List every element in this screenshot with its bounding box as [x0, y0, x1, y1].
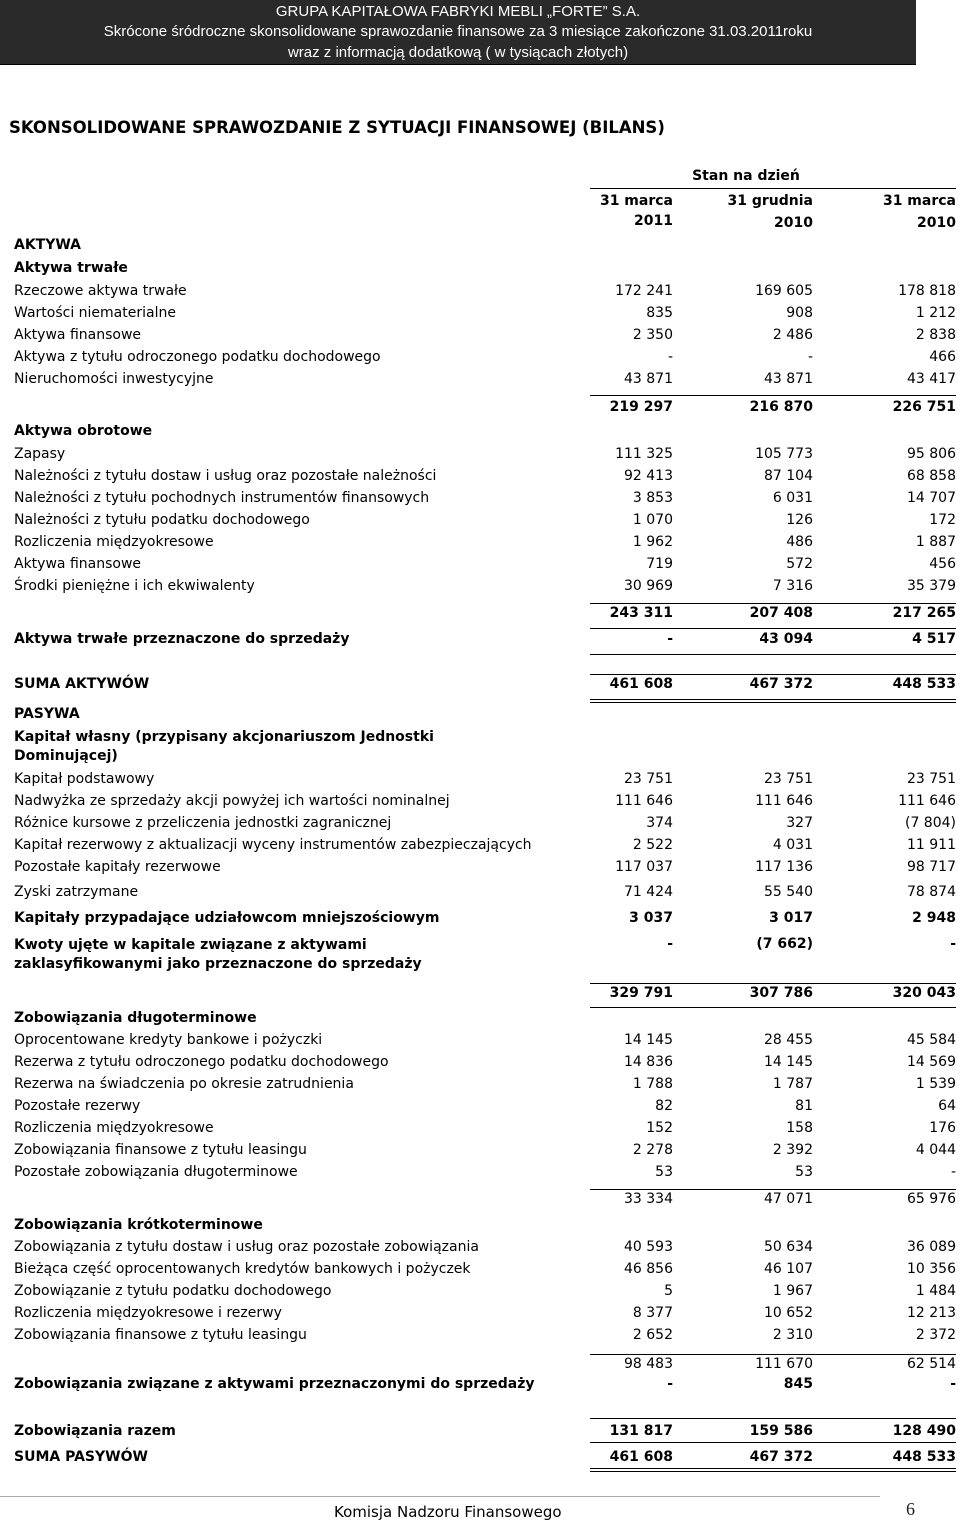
row-label: Wartości niematerialne [14, 305, 176, 321]
value-v1: - [667, 936, 673, 952]
value-v2: 53 [795, 1164, 813, 1180]
value-v1: 30 969 [624, 578, 673, 594]
header-units-note: wraz z informacją dodatkową ( w tysiącach złotych) [287, 44, 629, 61]
value-v1: 43 871 [624, 371, 673, 387]
value-v3: 43 417 [907, 371, 956, 387]
row-label: Zobowiązania długoterminowe [14, 1010, 257, 1026]
row-label: Zobowiązania krótkoterminowe [14, 1217, 263, 1233]
value-v1: 1 788 [632, 1076, 673, 1092]
column-group-rule [590, 188, 956, 189]
value-v1: 835 [646, 305, 673, 321]
row-label: Środki pieniężne i ich ekwiwalenty [14, 578, 255, 594]
value-v1: 33 334 [624, 1191, 673, 1207]
value-v2: - [807, 349, 813, 365]
row-label: Aktywa trwałe [14, 260, 128, 276]
value-v3: 456 [929, 556, 956, 572]
row-label: Kapitały przypadające udziałowcom mniejszościowym [14, 910, 440, 926]
value-v3: 45 584 [907, 1032, 956, 1048]
value-v3: 178 818 [898, 283, 956, 299]
value-v2: 169 605 [755, 283, 813, 299]
value-v1: 2 350 [632, 327, 673, 343]
total-double-rule [590, 1468, 956, 1472]
value-v3: 12 213 [907, 1305, 956, 1321]
value-v2: (7 662) [756, 936, 813, 952]
value-v1: 5 [664, 1283, 673, 1299]
row-label: Bieżąca część oprocentowanych kredytów bankowych i pożyczek [14, 1261, 471, 1277]
value-v3: 2 948 [912, 910, 956, 926]
value-v3: 14 707 [907, 490, 956, 506]
value-v2: 87 104 [764, 468, 813, 484]
value-v1: 40 593 [624, 1239, 673, 1255]
value-v3: 1 887 [915, 534, 956, 550]
subtotal-rule [590, 1007, 956, 1008]
value-v1: - [667, 1376, 673, 1392]
value-v3: - [950, 1376, 956, 1392]
value-v2: 23 751 [764, 771, 813, 787]
row-label: Pozostałe kapitały rezerwowe [14, 859, 221, 875]
value-v3: 172 [929, 512, 956, 528]
row-label: AKTYWA [14, 237, 82, 253]
subtotal-rule [590, 603, 956, 604]
value-v3: (7 804) [904, 815, 956, 831]
row-label: Pozostałe zobowiązania długoterminowe [14, 1164, 298, 1180]
value-v2: 105 773 [755, 446, 813, 462]
value-v1: 1 070 [632, 512, 673, 528]
document-header [0, 0, 916, 65]
value-v2: 845 [783, 1376, 813, 1392]
row-label: Zobowiązania finansowe z tytułu leasingu [14, 1142, 307, 1158]
row-label: Aktywa obrotowe [14, 423, 153, 439]
value-v2: 467 372 [749, 1449, 813, 1465]
value-v1: 14 145 [624, 1032, 673, 1048]
value-v2: 81 [795, 1098, 813, 1114]
subtotal-rule [590, 1418, 956, 1419]
value-v3: 2 838 [915, 327, 956, 343]
row-label: Różnice kursowe z przeliczenia jednostki zagranicznej [14, 815, 392, 831]
value-v1: 461 608 [609, 676, 673, 692]
value-v2: 327 [786, 815, 813, 831]
value-v3: 217 265 [892, 605, 956, 621]
value-v1: 8 377 [632, 1305, 673, 1321]
value-v3: 466 [929, 349, 956, 365]
value-v3: 128 490 [892, 1423, 956, 1439]
value-v1: 3 853 [632, 490, 673, 506]
value-v2: 50 634 [764, 1239, 813, 1255]
value-v1: 719 [646, 556, 673, 572]
row-label: Zobowiązania z tytułu dostaw i usług oraz pozostałe zobowiązania [14, 1239, 479, 1255]
value-v1: 131 817 [609, 1423, 673, 1439]
value-v3: 68 858 [907, 468, 956, 484]
value-v2: 7 316 [772, 578, 813, 594]
value-v1: 374 [646, 815, 673, 831]
value-v2: 2 392 [772, 1142, 813, 1158]
value-v2: 908 [786, 305, 813, 321]
value-v3: 78 874 [907, 884, 956, 900]
value-v3: 2 372 [915, 1327, 956, 1343]
value-v1: 243 311 [609, 605, 673, 621]
value-v2: 126 [786, 512, 813, 528]
value-v2: 111 646 [755, 793, 813, 809]
row-label: PASYWA [14, 706, 80, 722]
value-v2: 572 [786, 556, 813, 572]
value-v2: 3 017 [769, 910, 813, 926]
value-v1: 46 856 [624, 1261, 673, 1277]
value-v2: 10 652 [764, 1305, 813, 1321]
value-v2: 111 670 [755, 1356, 813, 1372]
subtotal-rule [590, 1442, 956, 1443]
value-v1: 461 608 [609, 1449, 673, 1465]
row-label: Aktywa finansowe [14, 327, 142, 343]
row-label: Nieruchomości inwestycyjne [14, 371, 214, 387]
subtotal-rule [590, 654, 956, 655]
value-v2: 43 871 [764, 371, 813, 387]
value-v3: 4 517 [912, 631, 956, 647]
value-v1: 92 413 [624, 468, 673, 484]
value-v1: 117 037 [615, 859, 673, 875]
page-number: 6 [906, 1499, 915, 1519]
value-v3: 23 751 [907, 771, 956, 787]
value-v1: 2 278 [632, 1142, 673, 1158]
value-v2: 4 031 [772, 837, 813, 853]
value-v3: 62 514 [907, 1356, 956, 1372]
value-v2: 486 [786, 534, 813, 550]
value-v3: 65 976 [907, 1191, 956, 1207]
value-v3: 14 569 [907, 1054, 956, 1070]
value-v2: 6 031 [772, 490, 813, 506]
subtotal-rule [590, 628, 956, 629]
value-v2: 14 145 [764, 1054, 813, 1070]
row-label: Zobowiązania razem [14, 1423, 176, 1439]
row-label: Zobowiązanie z tytułu podatku dochodowego [14, 1283, 332, 1299]
value-v2: 307 786 [749, 985, 813, 1001]
col3-header-line1: 31 marca [882, 193, 956, 209]
value-v3: 320 043 [892, 985, 956, 1001]
row-label: Rozliczenia międzyokresowe [14, 1120, 214, 1136]
value-v1: 152 [646, 1120, 673, 1136]
header-company: GRUPA KAPITAŁOWA FABRYKI MEBLI „FORTE” S.A. [275, 3, 641, 20]
value-v3: 11 911 [907, 837, 956, 853]
value-v1: 329 791 [609, 985, 673, 1001]
value-v1: 219 297 [609, 399, 673, 415]
value-v1: 23 751 [624, 771, 673, 787]
subtotal-rule [590, 1189, 956, 1190]
value-v2: 158 [786, 1120, 813, 1136]
total-rule [590, 674, 956, 675]
value-v2: 28 455 [764, 1032, 813, 1048]
value-v2: 207 408 [749, 605, 813, 621]
row-label: Kapitał rezerwowy z aktualizacji wyceny instrumentów zabezpieczających [14, 837, 532, 853]
value-v1: - [667, 631, 673, 647]
row-label: Rezerwa z tytułu odroczonego podatku dochodowego [14, 1054, 389, 1070]
value-v1: 53 [655, 1164, 673, 1180]
row-label: Należności z tytułu podatku dochodowego [14, 512, 310, 528]
value-v3: 1 539 [915, 1076, 956, 1092]
value-v3: 98 717 [907, 859, 956, 875]
col2-header-line2: 2010 [774, 215, 813, 231]
row-label: Rezerwa na świadczenia po okresie zatrudnienia [14, 1076, 354, 1092]
col2-header-line1: 31 grudnia [727, 193, 813, 209]
row-label: Należności z tytułu dostaw i usług oraz pozostałe należności [14, 468, 437, 484]
value-v3: 36 089 [907, 1239, 956, 1255]
value-v3: 176 [929, 1120, 956, 1136]
subtotal-rule [590, 395, 956, 396]
row-label: SUMA PASYWÓW [14, 1449, 148, 1465]
value-v1: 1 962 [632, 534, 673, 550]
column-group-header: Stan na dzień [692, 168, 800, 184]
value-v2: 117 136 [755, 859, 813, 875]
value-v3: 95 806 [907, 446, 956, 462]
row-label: Zyski zatrzymane [14, 884, 139, 900]
row-label: SUMA AKTYWÓW [14, 676, 150, 692]
col1-header-line2: 2011 [634, 213, 673, 229]
value-v3: 111 646 [898, 793, 956, 809]
value-v1: 14 836 [624, 1054, 673, 1070]
row-label: Zobowiązania związane z aktywami przeznaczonymi do sprzedaży [14, 1376, 535, 1392]
value-v1: 111 646 [615, 793, 673, 809]
row-label: Kwoty ujęte w kapitale związane z aktywami zaklasyfikowanymi jako przeznaczone do sprzedaży [14, 937, 422, 972]
row-label: Oprocentowane kredyty bankowe i pożyczki [14, 1032, 323, 1048]
header-report-title: Skrócone śródroczne skonsolidowane sprawozdanie finansowe za 3 miesiące zakończone 31.03.2011roku [103, 23, 813, 40]
value-v2: 159 586 [749, 1423, 813, 1439]
value-v2: 2 486 [772, 327, 813, 343]
value-v1: 3 037 [629, 910, 673, 926]
value-v1: 2 522 [632, 837, 673, 853]
row-label: Należności z tytułu pochodnych instrumentów finansowych [14, 490, 430, 506]
value-v3: 4 044 [915, 1142, 956, 1158]
value-v1: 172 241 [615, 283, 673, 299]
value-v2: 43 094 [759, 631, 813, 647]
value-v3: 10 356 [907, 1261, 956, 1277]
col1-header-line1: 31 marca [599, 193, 673, 209]
row-label: Kapitał własny (przypisany akcjonariuszom Jednostki Dominującej) [14, 729, 434, 764]
page-title: SKONSOLIDOWANE SPRAWOZDANIE Z SYTUACJI FINANSOWEJ (BILANS) [9, 118, 665, 137]
value-v1: 2 652 [632, 1327, 673, 1343]
value-v1: 71 424 [624, 884, 673, 900]
row-label: Rzeczowe aktywa trwałe [14, 283, 187, 299]
total-double-rule [590, 699, 956, 703]
value-v3: 448 533 [892, 1449, 956, 1465]
footer-organization: Komisja Nadzoru Finansowego [334, 1503, 562, 1521]
value-v2: 2 310 [772, 1327, 813, 1343]
subtotal-rule [590, 983, 956, 984]
value-v3: - [950, 936, 956, 952]
value-v2: 55 540 [764, 884, 813, 900]
row-label: Aktywa trwałe przeznaczone do sprzedaży [14, 631, 350, 647]
value-v3: 1 212 [915, 305, 956, 321]
value-v2: 216 870 [749, 399, 813, 415]
value-v1: - [667, 349, 673, 365]
value-v1: 98 483 [624, 1356, 673, 1372]
value-v3: - [950, 1164, 956, 1180]
value-v3: 35 379 [907, 578, 956, 594]
row-label: Kapitał podstawowy [14, 771, 155, 787]
row-label: Zapasy [14, 446, 66, 462]
row-label: Zobowiązania finansowe z tytułu leasingu [14, 1327, 307, 1343]
value-v2: 1 967 [772, 1283, 813, 1299]
row-label: Aktywa z tytułu odroczonego podatku dochodowego [14, 349, 381, 365]
row-label: Rozliczenia międzyokresowe i rezerwy [14, 1305, 282, 1321]
value-v3: 64 [938, 1098, 956, 1114]
value-v1: 82 [655, 1098, 673, 1114]
footer-rule [0, 1496, 880, 1497]
value-v1: 111 325 [615, 446, 673, 462]
value-v2: 47 071 [764, 1191, 813, 1207]
value-v2: 1 787 [772, 1076, 813, 1092]
value-v3: 226 751 [892, 399, 956, 415]
col3-header-line2: 2010 [917, 215, 956, 231]
value-v2: 46 107 [764, 1261, 813, 1277]
row-label: Nadwyżka ze sprzedaży akcji powyżej ich wartości nominalnej [14, 793, 450, 809]
row-label: Pozostałe rezerwy [14, 1098, 141, 1114]
subtotal-rule [590, 1354, 956, 1355]
row-label: Rozliczenia międzyokresowe [14, 534, 214, 550]
row-label: Aktywa finansowe [14, 556, 142, 572]
value-v3: 1 484 [915, 1283, 956, 1299]
value-v2: 467 372 [749, 676, 813, 692]
value-v3: 448 533 [892, 676, 956, 692]
